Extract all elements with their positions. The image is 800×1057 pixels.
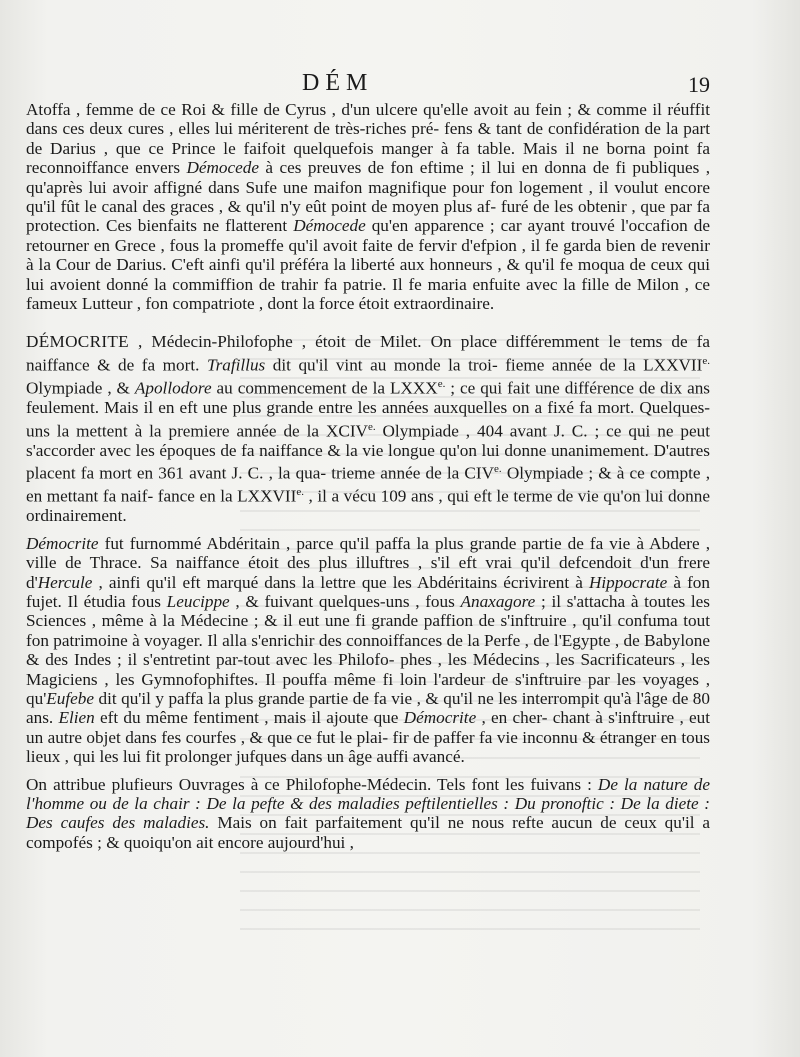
paragraph-democede: [26, 100, 710, 313]
text-run: au commencement de la LXXX: [211, 378, 438, 398]
text-run: ; ce qui fait une différence de dix ans feulement. Mais il en eft une plus grande entre les années auxquelles on a fixé fa mort. Quelques-uns la mettent à la premiere année de la XCIV: [26, 378, 710, 441]
page-number: 19: [688, 72, 710, 97]
ordinal-superscript: e.: [494, 463, 502, 476]
text-run: à fon fujet. Il étudia fous: [26, 572, 710, 612]
italic-run: Démocede: [186, 158, 259, 178]
text-run: Olympiade ; & à ce compte , en mettant fa naif- fance en la LXXVII: [26, 463, 710, 506]
italic-run: De la nature de l'homme ou de la chair : De la pefte & des maladies peftilentielles : Du pronoftic : De la diete : Des caufes des maladies.: [26, 774, 710, 833]
ordinal-superscript: e.: [296, 486, 304, 499]
paragraph-democrite-intro: [26, 332, 710, 525]
text-run: , en cher- chant à s'inftruire , eut un autre objet dans fes courfes , & que ce fut le plai- fir de paffer fa vie inconnu & étranger en tous lieux , qui les lui fit prolonger jufques dans un âge auffi avancé.: [26, 708, 710, 767]
text-run: , Médecin-Philofophe , étoit de Milet. On place différemment le tems de fa naiffance & de fa mort.: [26, 332, 710, 375]
page-header: [20, 66, 710, 96]
italic-run: Démocede: [293, 216, 366, 236]
paragraph-democrite-life: [26, 534, 710, 767]
running-title: DÉM: [302, 70, 374, 96]
paragraph-democrite-works: [26, 775, 710, 853]
text-run: fut furnommé Abdéritain , parce qu'il paffa la plus grande partie de fa vie à Abdere , ville de Thrace. Sa naiffance étoit des plus illuftres , s'il eft vrai qu'il defcendoit d'un frere d': [26, 533, 710, 592]
text-run: , ainfi qu'il eft marqué dans la lettre que les Abdéritains écrivirent à: [92, 572, 589, 592]
italic-run: Hippocrate: [588, 572, 668, 592]
italic-run: Hercule: [37, 572, 93, 592]
italic-run: Elien: [58, 708, 95, 728]
text-run: , & fuivant quelques-uns , fous: [229, 592, 461, 612]
ordinal-superscript: e.: [437, 378, 446, 391]
text-run: qu'en apparence ; car ayant trouvé l'occafion de retourner en Grece , fous la promeffe qu'il avoit faite de fervir d'efpion , il fe garda bien de revenir à la Cour de Darius. C'eft ainfi qu'il préféra la liberté aux honneurs , & qu'il fe moqua de ceux qui lui avoient donné la commiffion de trahir fa patrie. Il fe maria enfuite avec la fille de Milon , ce fameux Lutteur , fon compatriote , dont la force étoit extraordinaire.: [26, 216, 710, 314]
text-run: dit qu'il y paffa la plus grande partie de fa vie , & qu'il ne les interrompit qu'à l'âge de 80 ans.: [26, 689, 710, 728]
text-run: Atoffa , femme de ce Roi & fille de Cyrus , d'un ulcere qu'elle avoit au fein ; & comme il réuffit dans ces deux cures , elles lui mériterent de très-riches pré- fens & tant de confidération de la part de Darius , que ce Prince le faifoit quelquefois manger à fa table. Mais il ne borna point fa reconnoiffance envers: [26, 100, 710, 178]
text-run: dit qu'il vint au monde la troi- fieme année de la LXXVII: [265, 355, 703, 375]
italic-run: Démocrite: [403, 708, 477, 728]
text-run: Mais on fait parfaitement qu'il ne nous refte aucun de ceux qu'il a compofés ; & quoiqu'on ait encore aujourd'hui ,: [26, 813, 710, 852]
italic-run: Leucippe: [166, 592, 230, 612]
entry-name: DÉMOCRITE: [26, 332, 129, 352]
italic-run: Apollodore: [134, 378, 212, 398]
text-run: à ces preuves de fon eftime ; il lui en donna de fi publiques , qu'après lui avoir affigné dans Sufe une maifon magnifique pour fon logement , il voulut encore qu'il fût le canal des graces , & qu'il n'y eût point de moyen plus af- furé de les obtenir , que par fa protection. Ces bienfaits ne flatterent: [26, 158, 710, 236]
text-run: eft du même fentiment , mais il ajoute que: [94, 708, 404, 728]
italic-run: Anaxagore: [460, 592, 536, 612]
text-run: ; il s'attacha à toutes les Sciences , même à la Médecine ; & il eut une fi grande paffion de s'inftruire , qu'il confuma tout fon patrimoine à voyager. Il alla s'enrichir des connoiffances de la Perfe , de l'Egypte , de Babylone & des Indes ; il s'entretint par-tout avec les Philofo- phes , les Médecins , les Sacrificateurs , les Magiciens , les Gymnofophiftes. Il pouffa même fi loin l'ardeur de s'inftruire par les voyages , qu': [26, 592, 710, 709]
ordinal-superscript: e.: [367, 420, 376, 433]
text-run: Olympiade , &: [26, 378, 135, 398]
text-run: On attribue plufieurs Ouvrages à ce Philofophe-Médecin. Tels font les fuivans :: [26, 774, 598, 794]
ordinal-superscript: e.: [702, 354, 710, 367]
italic-run: Eufebe: [46, 689, 95, 709]
italic-run: Démocrite: [26, 533, 99, 553]
body-text: [26, 100, 710, 852]
text-run: , il a vécu 109 ans , qui eft le terme de vie qu'on lui donne ordinairement.: [26, 486, 710, 526]
italic-run: Trafillus: [206, 355, 266, 375]
text-run: Olympiade , 404 avant J. C. ; ce qui ne peut s'accorder avec les époques de fa naiffance & la vie longue qu'on lui donne unanimement. D'autres placent fa mort en 361 avant J. C. , la qua- trieme année de la CIV: [26, 421, 710, 483]
